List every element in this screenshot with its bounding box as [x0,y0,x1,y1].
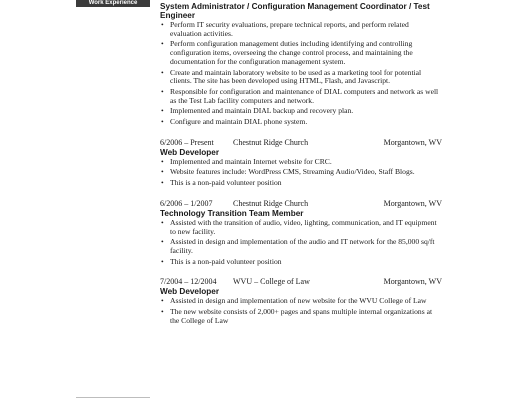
section-divider [76,397,150,398]
duty-list [160,219,442,267]
job-entry-technology-transition [160,199,442,267]
job-dates: 6/2006 – Present [160,137,214,147]
duty-item: • Assisted in design and implementation of the audio and IT network for the 85,000 sq/ft facility. [160,238,442,255]
duty-item: • Configure and maintain DIAL phone system. [160,118,442,127]
job-entry-wvu-web-developer [160,277,442,325]
job-location: Morgantown, WV [383,277,442,287]
duty-item: • The new website consists of 2,000+ pages and spans multiple internal organizations at the College of Law [160,308,442,325]
duty-item: • Perform configuration management duties including identifying and controlling configuration items, overseeing the change control process, and maintaining the documentation for the configuration management system. [160,40,442,66]
duty-list [160,297,442,325]
job-location: Morgantown, WV [383,198,442,208]
duty-item: • Assisted with the transition of audio, video, lighting, communication, and IT equipment to new facility. [160,219,442,236]
job-organization: Chestnut Ridge Church [233,137,309,147]
job-meta [160,277,442,286]
job-title: Technology Transition Team Member [160,208,304,218]
duty-item: • Responsible for configuration and maintenance of DIAL computers and network as well as the Test Lab facility computers and network. [160,88,442,105]
job-entry-crc-web-developer [160,138,442,188]
resume-content [160,2,442,336]
job-organization: Chestnut Ridge Church [233,198,309,208]
duty-item: • Implemented and maintain Internet website for CRC. [160,158,442,167]
job-title: System Administrator / Configuration Management Coordinator / Test Engineer [160,2,430,20]
duty-list [160,158,442,188]
job-title: Web Developer [160,147,219,157]
job-entry-system-administrator [160,2,442,127]
job-meta [160,138,442,147]
duty-item: • Assisted in design and implementation of new website for the WVU College of Law [160,297,442,306]
duty-item: • Perform IT security evaluations, prepare technical reports, and perform related evaluation activities. [160,21,442,38]
duty-item: • This is a non-paid volunteer position [160,258,442,267]
duty-item: • This is a non-paid volunteer position [160,179,442,188]
job-dates: 6/2006 – 1/2007 [160,198,213,208]
duty-item: • Website features include: WordPress CMS, Streaming Audio/Video, Staff Blogs. [160,168,442,177]
duty-item: • Create and maintain laboratory website to be used as a marketing tool for potential clients. The site has been developed using HTML, Flash, and Javascript. [160,69,442,86]
job-dates: 7/2004 – 12/2004 [160,277,217,287]
job-title: Web Developer [160,287,219,297]
job-meta [160,199,442,208]
duty-item: • Implemented and maintain DIAL backup and recovery plan. [160,107,442,116]
job-organization: WVU – College of Law [233,277,310,287]
section-label-work-experience: Work Experience [76,0,150,7]
job-location: Morgantown, WV [383,137,442,147]
duty-list [160,21,442,127]
